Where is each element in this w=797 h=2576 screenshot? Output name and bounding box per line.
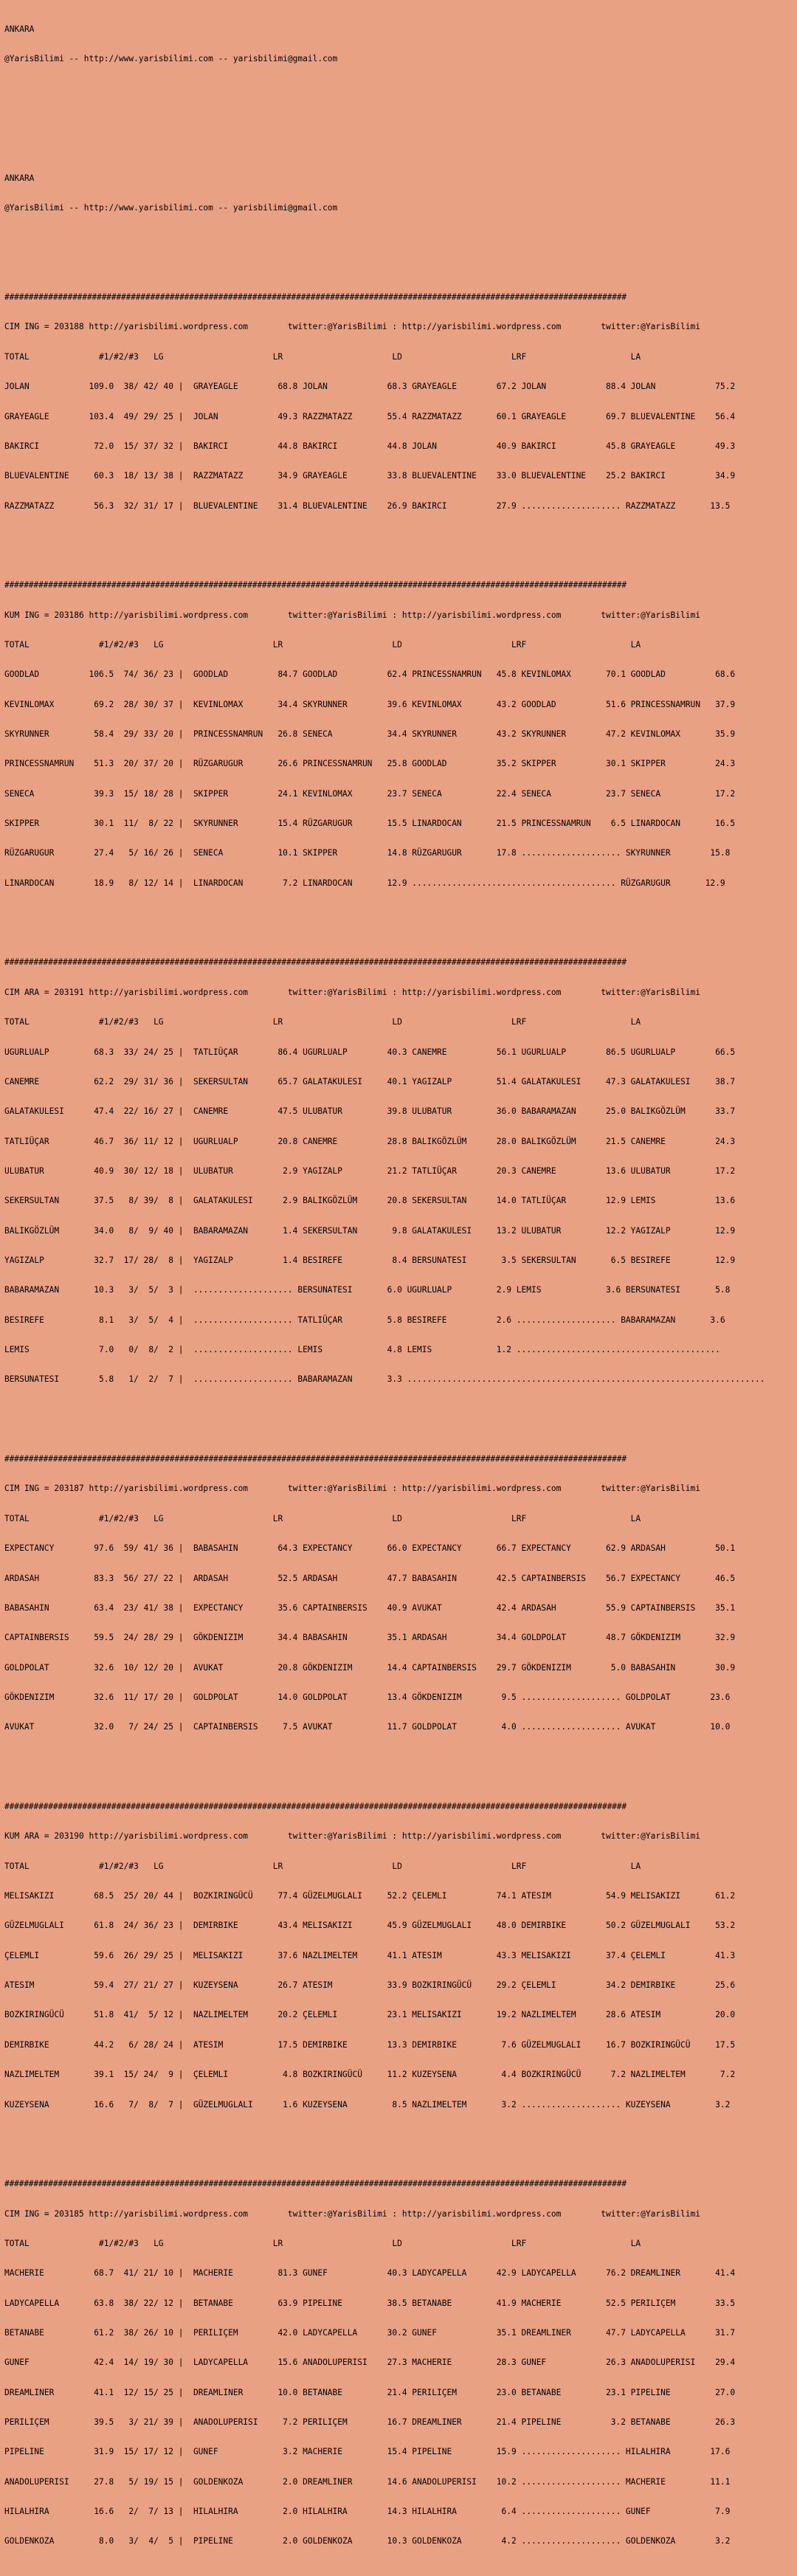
table-row: BETANABE 61.2 38/ 26/ 10 | PERILIÇEM 42.0 LADYCAPELLA 30.2 GUNEF 35.1 DREAMLINER 47.7 LADYCAPELLA 31.7 — [4, 2327, 736, 2338]
race-block — [4, 2159, 797, 2566]
table-row: PRINCESSNAMRUN 51.3 20/ 37/ 20 | RÜZGARUGUR 26.6 PRINCESSNAMRUN 25.8 GOODLAD 35.2 SKIPPER 30.1 SKIPPER 24.3 — [4, 759, 736, 769]
table-row: RAZZMATAZZ 56.3 32/ 31/ 17 | BLUEVALENTINE 31.4 BLUEVALENTINE 26.9 BAKIRCI 27.9 .................... RAZZMATAZZ 13.5 — [4, 500, 731, 511]
table-row: BERSUNATESI 5.8 1/ 2/ 7 | .................... BABARAMAZAN 3.3 ........................................................................ — [4, 1374, 765, 1385]
spacer-3 — [4, 143, 797, 153]
table-row: EXPECTANCY 97.6 59/ 41/ 36 | BABASAHIN 64.3 EXPECTANCY 66.0 EXPECTANCY 66.7 EXPECTANCY 62.9 ARDASAH 50.1 — [4, 1543, 736, 1554]
block-column-headers: TOTAL #1/#2/#3 LG LR LD LRF LA — [4, 639, 641, 650]
table-row: BABASAHIN 63.4 23/ 41/ 38 | EXPECTANCY 35.6 CAPTAINBERSIS 40.9 AVUKAT 42.4 ARDASAH 55.9 CAPTAINBERSIS 35.1 — [4, 1602, 736, 1613]
table-row: SKIPPER 30.1 11/ 8/ 22 | SKYRUNNER 15.4 RÜZGARUGUR 15.5 LINARDOCAN 21.5 PRINCESSNAMRUN 6.5 LINARDOCAN 16.5 — [4, 819, 736, 829]
block-title: CIM ARA = 203191 http://yarisbilimi.wordpress.com twitter:@YarisBilimi : http://yarisbilimi.wordpress.com twitter:@YarisBilimi — [4, 987, 700, 997]
table-row: AVUKAT 32.0 7/ 24/ 25 | CAPTAINBERSIS 7.5 AVUKAT 11.7 GOLDPOLAT 4.0 .................... AVUKAT 10.0 — [4, 1722, 731, 1732]
table-row: BESIREFE 8.1 3/ 5/ 4 | .................... TATLIÜÇAR 5.8 BESIREFE 2.6 .................... BABARAMAZAN 3.6 — [4, 1315, 725, 1325]
table-row: KEVINLOMAX 69.2 28/ 30/ 37 | KEVINLOMAX 34.4 SKYRUNNER 39.6 KEVINLOMAX 43.2 GOODLAD 51.6 PRINCESSNAMRUN 37.9 — [4, 699, 736, 709]
race-block — [4, 560, 797, 908]
table-row: KUZEYSENA 16.6 7/ 8/ 7 | GÜZELMUGLALI 1.6 KUZEYSENA 8.5 NAZLIMELTEM 3.2 .................... KUZEYSENA 3.2 — [4, 2099, 731, 2110]
table-row: ANADOLUPERISI 27.8 5/ 19/ 15 | GOLDENKOZA 2.0 DREAMLINER 14.6 ANADOLUPERISI 10.2 .................... MACHERIE 11.1 — [4, 2476, 731, 2487]
table-row: NAZLIMELTEM 39.1 15/ 24/ 9 | ÇELEMLI 4.8 BOZKIRINGÜCÜ 11.2 KUZEYSENA 4.4 BOZKIRINGÜCÜ 7.2 NAZLIMELTEM 7.2 — [4, 2070, 736, 2080]
block-separator: ################################################################################################################################ — [4, 1454, 627, 1464]
block-column-headers: TOTAL #1/#2/#3 LG LR LD LRF LA — [4, 2238, 641, 2248]
table-row: CAPTAINBERSIS 59.5 24/ 28/ 29 | GÖKDENIZIM 34.4 BABASAHIN 35.1 ARDASAH 34.4 GOLDPOLAT 48.7 GÖKDENIZIM 32.9 — [4, 1633, 736, 1643]
block-separator: ################################################################################################################################ — [4, 2179, 627, 2189]
block-title: CIM ING = 203185 http://yarisbilimi.wordpress.com twitter:@YarisBilimi : http://yarisbilimi.wordpress.com twitter:@YarisBilimi — [4, 2208, 700, 2219]
table-row: BOZKIRINGÜCÜ 51.8 41/ 5/ 12 | NAZLIMELTEM 20.2 ÇELEMLI 23.1 MELISAKIZI 19.2 NAZLIMELTEM 28.6 ATESIM 20.0 — [4, 2010, 736, 2020]
table-row: LADYCAPELLA 63.8 38/ 22/ 12 | BETANABE 63.9 PIPELINE 38.5 BETANABE 41.9 MACHERIE 52.5 PERILIÇEM 33.5 — [4, 2298, 736, 2308]
header-contact-top: @YarisBilimi -- http://www.yarisbilimi.com -- yarisbilimi@gmail.com — [4, 54, 338, 64]
block-column-headers: TOTAL #1/#2/#3 LG LR LD LRF LA — [4, 1017, 641, 1027]
block-column-headers: TOTAL #1/#2/#3 LG LR LD LRF LA — [4, 1861, 641, 1871]
table-row: BABARAMAZAN 10.3 3/ 5/ 3 | .................... BERSUNATESI 6.0 UGURLUALP 2.9 LEMIS 3.6 BERSUNATESI 5.8 — [4, 1285, 731, 1295]
table-row: SEKERSULTAN 37.5 8/ 39/ 8 | GALATAKULESI 2.9 BALIKGÖZLÜM 20.8 SEKERSULTAN 14.0 TATLIÜÇAR 12.9 LEMIS 13.6 — [4, 1196, 736, 1206]
table-row: GALATAKULESI 47.4 22/ 16/ 27 | CANEMRE 47.5 ULUBATUR 39.8 ULUBATUR 36.0 BABARAMAZAN 25.0 BALIKGÖZLÜM 33.7 — [4, 1106, 736, 1117]
table-row: ULUBATUR 40.9 30/ 12/ 18 | ULUBATUR 2.9 YAGIZALP 21.2 TATLIÜÇAR 20.3 CANEMRE 13.6 ULUBATUR 17.2 — [4, 1165, 736, 1176]
table-row: PERILIÇEM 39.5 3/ 21/ 39 | ANADOLUPERISI 7.2 PERILIÇEM 16.7 DREAMLINER 21.4 PIPELINE 3.2 BETANABE 26.3 — [4, 2417, 736, 2428]
block-title: CIM ING = 203188 http://yarisbilimi.wordpress.com twitter:@YarisBilimi : http://yarisbilimi.wordpress.com twitter:@YarisBilimi — [4, 322, 700, 332]
table-row: DREAMLINER 41.1 12/ 15/ 25 | DREAMLINER 10.0 BETANABE 21.4 PERILIÇEM 23.0 BETANABE 23.1 PIPELINE 27.0 — [4, 2387, 736, 2397]
table-row: SENECA 39.3 15/ 18/ 28 | SKIPPER 24.1 KEVINLOMAX 23.7 SENECA 22.4 SENECA 23.7 SENECA 17.2 — [4, 788, 736, 799]
table-row: LINARDOCAN 18.9 8/ 12/ 14 | LINARDOCAN 7.2 LINARDOCAN 12.9 ......................................... RÜZGARUGUR 12.9 — [4, 878, 725, 888]
block-column-headers: TOTAL #1/#2/#3 LG LR LD LRF LA — [4, 1513, 641, 1523]
spacer-1 — [4, 84, 797, 94]
table-row: GÜZELMUGLALI 61.8 24/ 36/ 23 | DEMIRBIKE 43.4 MELISAKIZI 45.9 GÜZELMUGLALI 48.0 DEMIRBIKE 50.2 GÜZELMUGLALI 53.2 — [4, 1921, 736, 1931]
table-row: UGURLUALP 68.3 33/ 24/ 25 | TATLIÜÇAR 86.4 UGURLUALP 40.3 CANEMRE 56.1 UGURLUALP 86.5 UGURLUALP 66.5 — [4, 1047, 736, 1057]
header-title-repeat: ANKARA — [4, 173, 35, 183]
block-title: KUM ING = 203186 http://yarisbilimi.wordpress.com twitter:@YarisBilimi : http://yarisbilimi.wordpress.com twitter:@YarisBilimi — [4, 610, 700, 620]
table-row: SKYRUNNER 58.4 29/ 33/ 20 | PRINCESSNAMRUN 26.8 SENECA 34.4 SKYRUNNER 43.2 SKYRUNNER 47.2 KEVINLOMAX 35.9 — [4, 729, 736, 740]
table-row: GRAYEAGLE 103.4 49/ 29/ 25 | JOLAN 49.3 RAZZMATAZZ 55.4 RAZZMATAZZ 60.1 GRAYEAGLE 69.7 BLUEVALENTINE 56.4 — [4, 411, 736, 421]
table-row: BALIKGÖZLÜM 34.0 8/ 9/ 40 | BABARAMAZAN 1.4 SEKERSULTAN 9.8 GALATAKULESI 13.2 ULUBATUR 12.2 YAGIZALP 12.9 — [4, 1225, 736, 1236]
table-row: GUNEF 42.4 14/ 19/ 30 | LADYCAPELLA 15.6 ANADOLUPERISI 27.3 MACHERIE 28.3 GUNEF 26.3 ANADOLUPERISI 29.4 — [4, 2358, 736, 2368]
table-row: MACHERIE 68.7 41/ 21/ 10 | MACHERIE 81.3 GUNEF 40.3 LADYCAPELLA 42.9 LADYCAPELLA 76.2 DREAMLINER 41.4 — [4, 2268, 736, 2279]
block-column-headers: TOTAL #1/#2/#3 LG LR LD LRF LA — [4, 351, 641, 362]
spacer-2 — [4, 114, 797, 123]
block-separator: ################################################################################################################################ — [4, 292, 627, 303]
header-title-top: ANKARA — [4, 24, 35, 34]
table-row: ÇELEMLI 59.6 26/ 29/ 25 | MELISAKIZI 37.6 NAZLIMELTEM 41.1 ATESIM 43.3 MELISAKIZI 37.4 ÇELEMLI 41.3 — [4, 1950, 736, 1960]
race-block — [4, 1434, 797, 1752]
table-row: GOODLAD 106.5 74/ 36/ 23 | GOODLAD 84.7 GOODLAD 62.4 PRINCESSNAMRUN 45.8 KEVINLOMAX 70.1 GOODLAD 68.6 — [4, 669, 736, 680]
table-row: HILALHIRA 16.6 2/ 7/ 13 | HILALHIRA 2.0 HILALHIRA 14.3 HILALHIRA 6.4 .................... GUNEF 7.9 — [4, 2507, 731, 2517]
table-row: TATLIÜÇAR 46.7 36/ 11/ 12 | UGURLUALP 20.8 CANEMRE 28.8 BALIKGÖZLÜM 28.0 BALIKGÖZLÜM 21.5 CANEMRE 24.3 — [4, 1136, 736, 1146]
table-row: GOLDENKOZA 8.0 3/ 4/ 5 | PIPELINE 2.0 GOLDENKOZA 10.3 GOLDENKOZA 4.2 .................... GOLDENKOZA 3.2 — [4, 2536, 731, 2546]
table-row: CANEMRE 62.2 29/ 31/ 36 | SEKERSULTAN 65.7 GALATAKULESI 40.1 YAGIZALP 51.4 GALATAKULESI 47.3 GALATAKULESI 38.7 — [4, 1076, 736, 1086]
block-title: KUM ARA = 203190 http://yarisbilimi.wordpress.com twitter:@YarisBilimi : http://yarisbilimi.wordpress.com twitter:@YarisBilimi — [4, 1831, 700, 1842]
race-block — [4, 272, 797, 531]
table-row: LEMIS 7.0 0/ 8/ 2 | .................... LEMIS 4.8 LEMIS 1.2 ......................................... — [4, 1345, 725, 1355]
table-row: JOLAN 109.0 38/ 42/ 40 | GRAYEAGLE 68.8 JOLAN 68.3 GRAYEAGLE 67.2 JOLAN 88.4 JOLAN 75.2 — [4, 382, 736, 392]
table-row: ATESIM 59.4 27/ 21/ 27 | KUZEYSENA 26.7 ATESIM 33.9 BOZKIRINGÜCÜ 29.2 ÇELEMLI 34.2 DEMIRBIKE 25.6 — [4, 1980, 736, 1991]
table-row: GÖKDENIZIM 32.6 11/ 17/ 20 | GOLDPOLAT 14.0 GOLDPOLAT 13.4 GÖKDENIZIM 9.5 .................... GOLDPOLAT 23.6 — [4, 1692, 731, 1702]
table-row: GOLDPOLAT 32.6 10/ 12/ 20 | AVUKAT 20.8 GÖKDENIZIM 14.4 CAPTAINBERSIS 29.7 GÖKDENIZIM 5.0 BABASAHIN 30.9 — [4, 1662, 736, 1673]
header-contact-repeat: @YarisBilimi -- http://www.yarisbilimi.com -- yarisbilimi@gmail.com — [4, 203, 338, 213]
block-separator: ################################################################################################################################ — [4, 1801, 627, 1811]
block-separator: ################################################################################################################################ — [4, 580, 627, 590]
table-row: PIPELINE 31.9 15/ 17/ 12 | GUNEF 3.2 MACHERIE 15.4 PIPELINE 15.9 .................... HILALHIRA 17.6 — [4, 2447, 731, 2457]
race-block — [4, 1782, 797, 2129]
spacer-4 — [4, 233, 797, 242]
block-title: CIM ING = 203187 http://yarisbilimi.wordpress.com twitter:@YarisBilimi : http://yarisbilimi.wordpress.com twitter:@YarisBilimi — [4, 1484, 700, 1494]
race-block — [4, 938, 797, 1405]
table-row: RÜZGARUGUR 27.4 5/ 16/ 26 | SENECA 10.1 SKIPPER 14.8 RÜZGARUGUR 17.8 .................... SKYRUNNER 15.8 — [4, 848, 731, 858]
table-row: DEMIRBIKE 44.2 6/ 28/ 24 | ATESIM 17.5 DEMIRBIKE 13.3 DEMIRBIKE 7.6 GÜZELMUGLALI 16.7 BOZKIRINGÜCÜ 17.5 — [4, 2039, 736, 2050]
table-row: YAGIZALP 32.7 17/ 28/ 8 | YAGIZALP 1.4 BESIREFE 8.4 BERSUNATESI 3.5 SEKERSULTAN 6.5 BESIREFE 12.9 — [4, 1256, 736, 1266]
table-row: BLUEVALENTINE 60.3 18/ 13/ 38 | RAZZMATAZZ 34.9 GRAYEAGLE 33.8 BLUEVALENTINE 33.0 BLUEVALENTINE 25.2 BAKIRCI 34.9 — [4, 471, 736, 481]
table-row: ARDASAH 83.3 56/ 27/ 22 | ARDASAH 52.5 ARDASAH 47.7 BABASAHIN 42.5 CAPTAINBERSIS 56.7 EXPECTANCY 46.5 — [4, 1573, 736, 1583]
block-separator: ################################################################################################################################ — [4, 957, 627, 968]
table-row: MELISAKIZI 68.5 25/ 20/ 44 | BOZKIRINGÜCÜ 77.4 GÜZELMUGLALI 52.2 ÇELEMLI 74.1 ATESIM 54.9 MELISAKIZI 61.2 — [4, 1891, 736, 1901]
table-row: BAKIRCI 72.0 15/ 37/ 32 | BAKIRCI 44.8 BAKIRCI 44.8 JOLAN 40.9 BAKIRCI 45.8 GRAYEAGLE 49.3 — [4, 441, 736, 451]
